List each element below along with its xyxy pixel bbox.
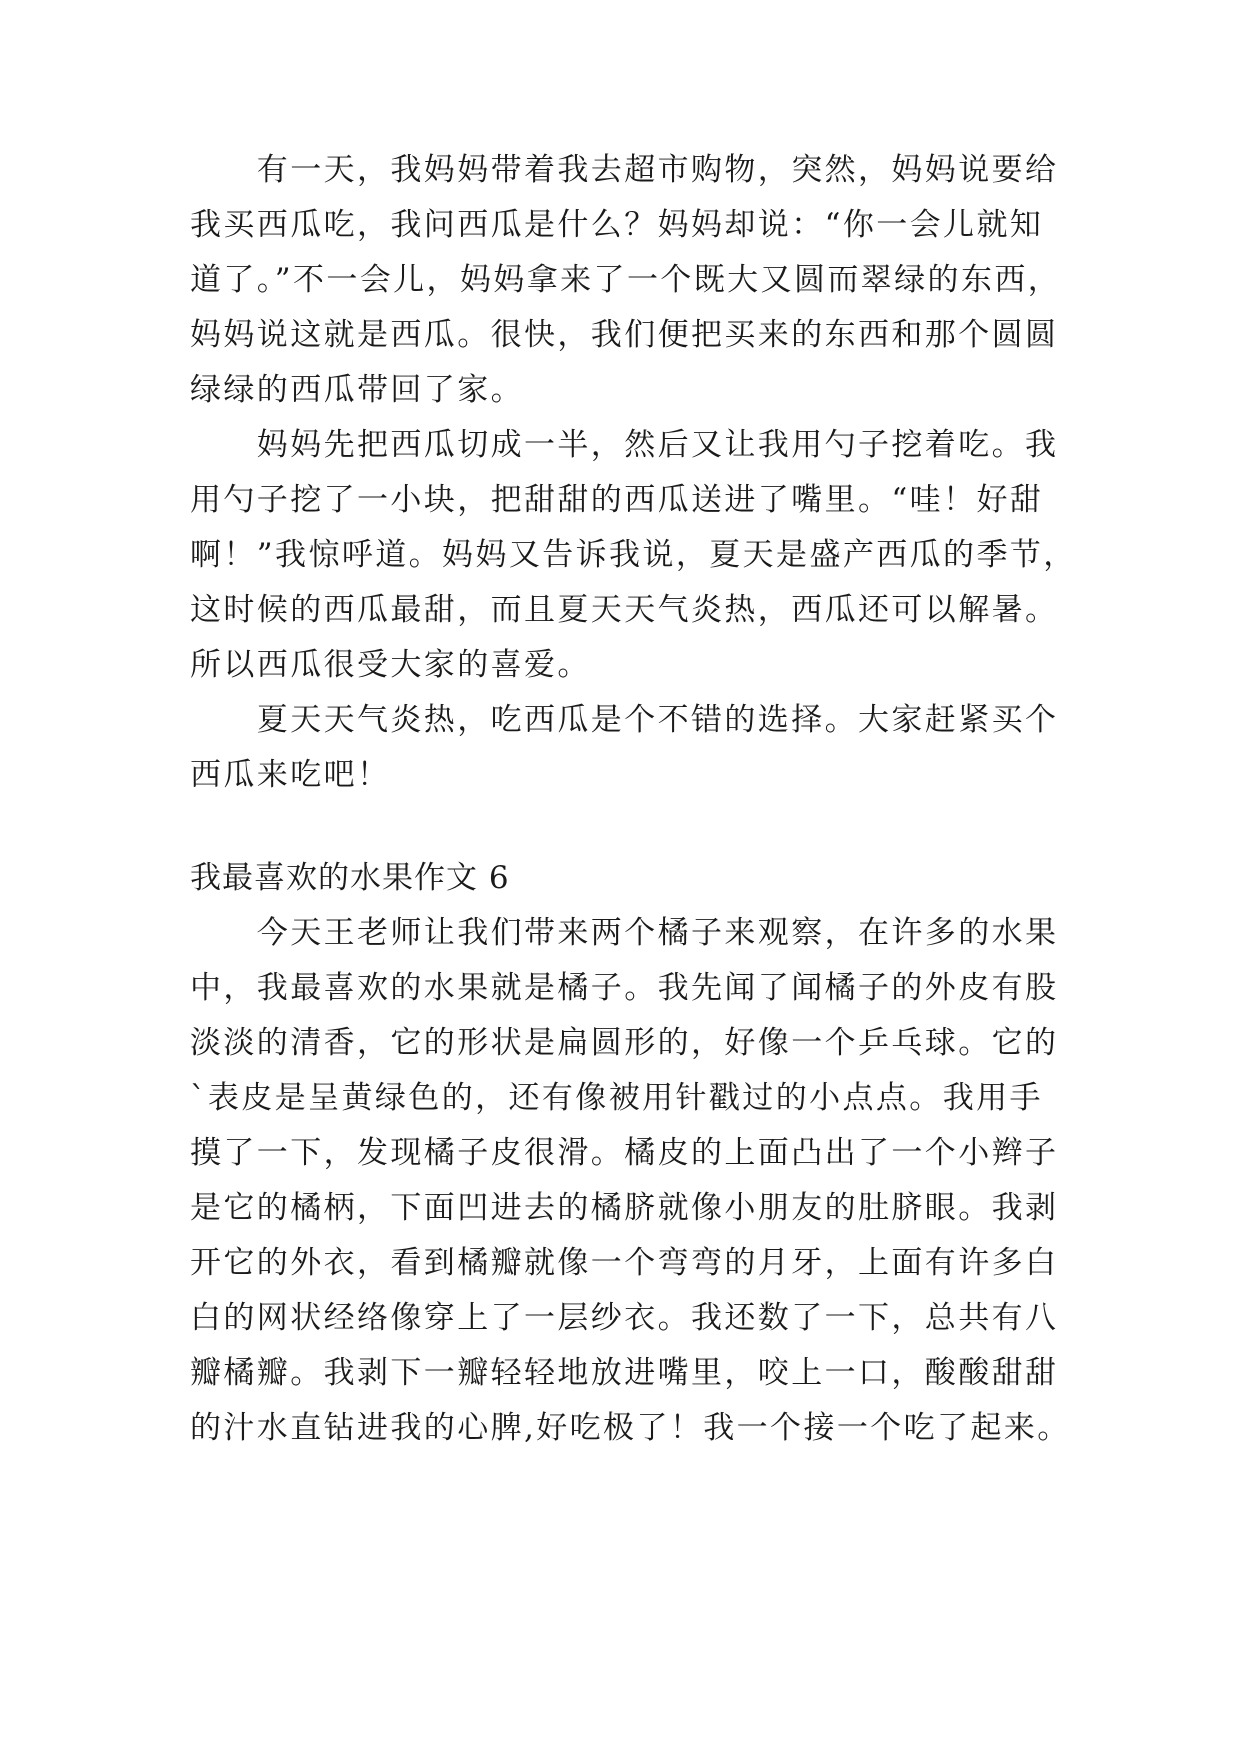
text-line: 我买西瓜吃，我问西瓜是什么？妈妈却说：“你一会儿就知	[190, 207, 1044, 243]
text-line: 这时候的西瓜最甜，而且夏天天气炎热，西瓜还可以解暑。	[190, 592, 1059, 628]
text-line: 的汁水直钻进我的心脾,好吃极了！我一个接一个吃了起来。	[190, 1410, 1071, 1446]
text-line: 开它的外衣，看到橘瓣就像一个弯弯的月牙，上面有许多白	[190, 1245, 1059, 1281]
text-line: 道了。”不一会儿，妈妈拿来了一个既大又圆而翠绿的东西，	[190, 262, 1062, 298]
section-heading: 我最喜欢的水果作文 6	[190, 860, 510, 896]
text-line: `表皮是呈黄绿色的，还有像被用针戳过的小点点。我用手	[190, 1080, 1043, 1116]
text-line: 妈妈先把西瓜切成一半，然后又让我用勺子挖着吃。我	[190, 427, 1059, 463]
text-line: 夏天天气炎热，吃西瓜是个不错的选择。大家赶紧买个	[190, 702, 1059, 738]
text-line: 淡淡的清香，它的形状是扁圆形的，好像一个乒乓球。它的	[190, 1025, 1059, 1061]
text-line: 所以西瓜很受大家的喜爱。	[190, 647, 591, 683]
text-line: 妈妈说这就是西瓜。很快，我们便把买来的东西和那个圆圆	[190, 317, 1059, 353]
text-line: 中，我最喜欢的水果就是橘子。我先闻了闻橘子的外皮有股	[190, 970, 1059, 1006]
text-line: 白的网状经络像穿上了一层纱衣。我还数了一下，总共有八	[190, 1300, 1059, 1336]
text-line: 绿绿的西瓜带回了家。	[190, 372, 524, 408]
text-line: 摸了一下，发现橘子皮很滑。橘皮的上面凸出了一个小辫子	[190, 1135, 1059, 1171]
text-line: 有一天，我妈妈带着我去超市购物，突然，妈妈说要给	[190, 152, 1059, 188]
text-line: 啊！”我惊呼道。妈妈又告诉我说，夏天是盛产西瓜的季节，	[190, 537, 1077, 573]
text-line: 西瓜来吃吧！	[190, 757, 391, 793]
text-line: 是它的橘柄，下面凹进去的橘脐就像小朋友的肚脐眼。我剥	[190, 1190, 1059, 1226]
text-line: 瓣橘瓣。我剥下一瓣轻轻地放进嘴里，咬上一口，酸酸甜甜	[190, 1355, 1059, 1391]
text-line: 用勺子挖了一小块，把甜甜的西瓜送进了嘴里。“哇！好甜	[190, 482, 1044, 518]
text-line: 今天王老师让我们带来两个橘子来观察，在许多的水果	[190, 915, 1059, 951]
